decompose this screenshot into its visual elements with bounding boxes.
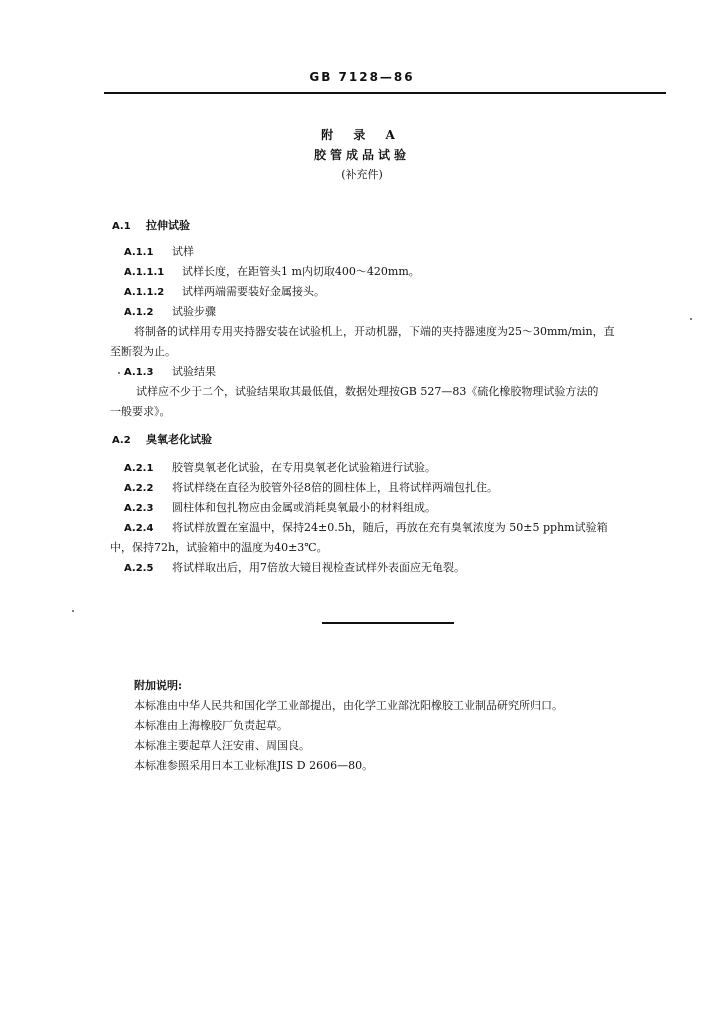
clause-number: A.2.5	[124, 563, 154, 574]
clause-text: 胶管臭氧老化试验，在专用臭氧老化试验箱进行试验。	[172, 461, 436, 474]
section-a12-heading	[124, 306, 216, 318]
section-divider	[322, 622, 454, 624]
clause-text: 试样长度，在距管头1 m内切取400～420mm。	[182, 265, 420, 278]
additional-note-line: 本标准主要起草人汪安甫、周国良。	[134, 739, 310, 752]
scan-speck	[690, 318, 692, 320]
section-title: 试样	[172, 245, 194, 258]
clause-a24	[124, 522, 608, 534]
section-number: A.2	[112, 435, 131, 446]
section-a13-heading	[124, 366, 216, 378]
clause-number: A.2.3	[124, 503, 154, 514]
clause-number: A.2.2	[124, 483, 154, 494]
clause-a22	[124, 482, 498, 494]
additional-note-line: 本标准由中华人民共和国化学工业部提出，由化学工业部沈阳橡胶工业制品研究所归口。	[134, 699, 563, 712]
clause-text: 将试样放置在室温中，保持24±0.5h，随后，再放在充有臭氧浓度为 50±5 pphm试验箱	[172, 521, 608, 534]
additional-notes-heading: 附加说明:	[134, 679, 183, 692]
header-rule	[104, 92, 666, 94]
clause-number: A.1.1.2	[124, 287, 165, 298]
clause-text: 试样两端需要装好金属接头。	[182, 285, 325, 298]
clause-a112	[124, 286, 325, 298]
section-a1-heading	[112, 220, 190, 232]
clause-number: A.2.1	[124, 463, 154, 474]
clause-text: 将试样绕在直径为胶管外径8倍的圆柱体上，且将试样两端包扎住。	[172, 481, 498, 494]
standard-code: GB 7128—86	[309, 70, 415, 84]
section-title: 试验结果	[172, 365, 216, 378]
appendix-title: 附 录 A	[321, 128, 403, 142]
clause-a111	[124, 266, 420, 278]
clause-a21	[124, 462, 436, 474]
section-title: 臭氧老化试验	[146, 433, 212, 446]
paragraph-line: 试样应不少于二个，试验结果取其最低值，数据处理按GB 527—83《硫化橡胶物理试验方法的	[136, 385, 599, 398]
clause-number: A.2.4	[124, 523, 154, 534]
appendix-subtitle: 胶管成品试验	[313, 148, 410, 162]
section-title: 试验步骤	[172, 305, 216, 318]
scan-speck	[72, 610, 74, 612]
additional-note-line: 本标准由上海橡胶厂负责起草。	[134, 719, 288, 732]
section-number: A.1	[112, 221, 131, 232]
section-number: A.1.3	[124, 367, 154, 378]
section-number: A.1.2	[124, 307, 154, 318]
appendix-note: (补充件)	[341, 168, 383, 181]
clause-a23	[124, 502, 436, 514]
section-title: 拉伸试验	[146, 219, 190, 232]
clause-a25	[124, 562, 465, 574]
clause-text: 将试样取出后，用7倍放大镜目视检查试样外表面应无龟裂。	[172, 561, 465, 574]
additional-note-line: 本标准参照采用日本工业标准JIS D 2606—80。	[134, 759, 374, 772]
section-a11-heading	[124, 246, 194, 258]
paragraph-line: 一般要求》。	[110, 405, 171, 418]
paragraph-line: 将制备的试样用专用夹持器安装在试验机上，开动机器，下端的夹持器速度为25～30mm/min，直	[134, 325, 615, 338]
clause-text: 圆柱体和包扎物应由金属或消耗臭氧最小的材料组成。	[172, 501, 436, 514]
scan-speck	[118, 372, 120, 374]
section-a2-heading	[112, 434, 212, 446]
section-number: A.1.1	[124, 247, 154, 258]
paragraph-line: 至断裂为止。	[110, 345, 176, 358]
clause-number: A.1.1.1	[124, 267, 165, 278]
paragraph-line: 中，保持72h，试验箱中的温度为40±3℃。	[110, 541, 328, 554]
